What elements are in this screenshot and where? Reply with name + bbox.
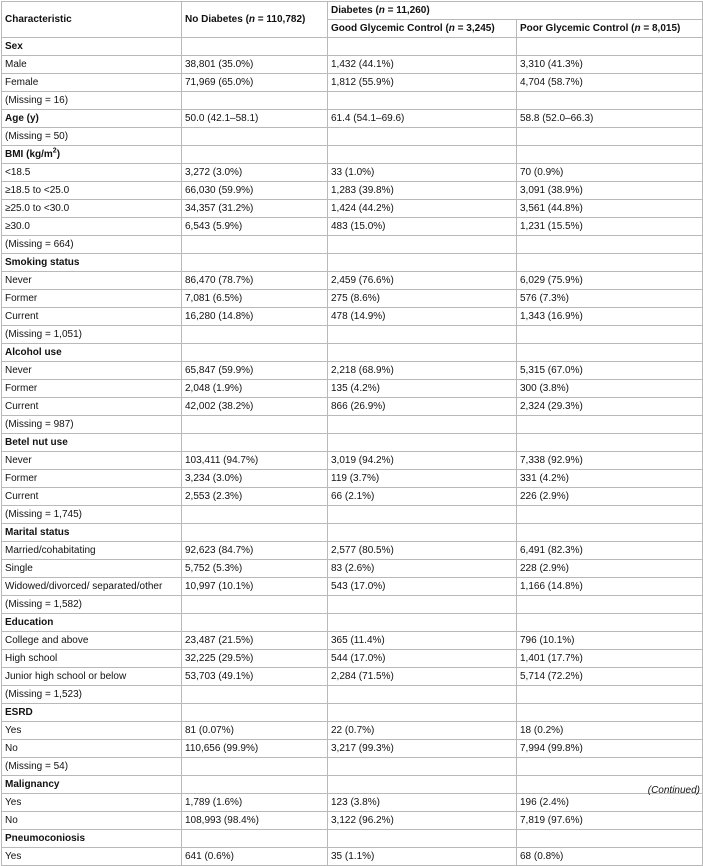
row-value: 123 (3.8%) xyxy=(328,794,517,812)
row-label: (Missing = 16) xyxy=(2,92,182,110)
row-value xyxy=(517,686,703,704)
table-row xyxy=(2,848,703,866)
row-value xyxy=(182,596,328,614)
row-value: 483 (15.0%) xyxy=(328,218,517,236)
section-row xyxy=(2,830,703,848)
row-value xyxy=(517,128,703,146)
table-row xyxy=(2,308,703,326)
row-value: 83 (2.6%) xyxy=(328,560,517,578)
row-value xyxy=(517,146,703,164)
row-value: 50.0 (42.1–58.1) xyxy=(182,110,328,128)
row-label: Never xyxy=(2,362,182,380)
row-value: 18 (0.2%) xyxy=(517,722,703,740)
row-label: (Missing = 987) xyxy=(2,416,182,434)
row-value: 6,543 (5.9%) xyxy=(182,218,328,236)
row-value xyxy=(328,38,517,56)
row-value xyxy=(182,326,328,344)
table-row xyxy=(2,578,703,596)
section-row xyxy=(2,704,703,722)
row-value: 866 (26.9%) xyxy=(328,398,517,416)
row-value: 33 (1.0%) xyxy=(328,164,517,182)
table-row xyxy=(2,362,703,380)
row-value: 478 (14.9%) xyxy=(328,308,517,326)
row-value: 5,315 (67.0%) xyxy=(517,362,703,380)
row-label: Male xyxy=(2,56,182,74)
section-row xyxy=(2,614,703,632)
row-value xyxy=(517,704,703,722)
row-label: Alcohol use xyxy=(2,344,182,362)
row-value: 3,091 (38.9%) xyxy=(517,182,703,200)
row-value: 196 (2.4%) xyxy=(517,794,703,812)
row-value: 71,969 (65.0%) xyxy=(182,74,328,92)
row-value xyxy=(182,236,328,254)
section-row xyxy=(2,344,703,362)
row-value: 1,401 (17.7%) xyxy=(517,650,703,668)
row-value xyxy=(328,596,517,614)
row-value: 543 (17.0%) xyxy=(328,578,517,596)
row-label: Yes xyxy=(2,794,182,812)
row-value xyxy=(328,344,517,362)
table-row xyxy=(2,740,703,758)
section-row xyxy=(2,254,703,272)
section-row xyxy=(2,110,703,128)
row-label: ≥18.5 to <25.0 xyxy=(2,182,182,200)
row-value: 110,656 (99.9%) xyxy=(182,740,328,758)
row-value xyxy=(517,614,703,632)
header-good-glycemic: Good Glycemic Control (n = 3,245) xyxy=(328,20,517,38)
row-value: 2,048 (1.9%) xyxy=(182,380,328,398)
row-label: Married/cohabitating xyxy=(2,542,182,560)
row-value: 2,324 (29.3%) xyxy=(517,398,703,416)
table-row xyxy=(2,542,703,560)
row-value xyxy=(517,596,703,614)
row-value xyxy=(182,524,328,542)
row-label: Single xyxy=(2,560,182,578)
row-label: Current xyxy=(2,308,182,326)
row-value: 365 (11.4%) xyxy=(328,632,517,650)
row-value xyxy=(328,146,517,164)
table-row xyxy=(2,488,703,506)
row-value: 7,338 (92.9%) xyxy=(517,452,703,470)
row-value: 1,283 (39.8%) xyxy=(328,182,517,200)
row-value xyxy=(328,758,517,776)
row-label: Smoking status xyxy=(2,254,182,272)
row-value: 226 (2.9%) xyxy=(517,488,703,506)
row-value xyxy=(182,614,328,632)
row-value xyxy=(328,92,517,110)
row-value xyxy=(182,146,328,164)
table-row xyxy=(2,272,703,290)
header-characteristic: Characteristic xyxy=(2,2,182,38)
row-value: 3,234 (3.0%) xyxy=(182,470,328,488)
row-label: ≥25.0 to <30.0 xyxy=(2,200,182,218)
row-value: 42,002 (38.2%) xyxy=(182,398,328,416)
row-value xyxy=(182,254,328,272)
row-label: (Missing = 1,582) xyxy=(2,596,182,614)
section-row xyxy=(2,776,703,794)
row-value: 6,491 (82.3%) xyxy=(517,542,703,560)
row-value xyxy=(517,326,703,344)
row-label: Education xyxy=(2,614,182,632)
row-label: No xyxy=(2,740,182,758)
row-value: 16,280 (14.8%) xyxy=(182,308,328,326)
row-value xyxy=(517,434,703,452)
row-value xyxy=(328,524,517,542)
table-body xyxy=(2,38,703,866)
header-no-diabetes: No Diabetes (n = 110,782) xyxy=(182,2,328,38)
row-value: 22 (0.7%) xyxy=(328,722,517,740)
row-value xyxy=(517,416,703,434)
row-value xyxy=(517,830,703,848)
row-label: ≥30.0 xyxy=(2,218,182,236)
row-value xyxy=(182,776,328,794)
row-label: (Missing = 1,523) xyxy=(2,686,182,704)
row-value xyxy=(328,128,517,146)
row-value: 81 (0.07%) xyxy=(182,722,328,740)
table-row xyxy=(2,812,703,830)
row-value xyxy=(182,38,328,56)
row-value xyxy=(328,236,517,254)
table-row xyxy=(2,398,703,416)
row-label: Marital status xyxy=(2,524,182,542)
row-value: 331 (4.2%) xyxy=(517,470,703,488)
row-value xyxy=(517,344,703,362)
table-row xyxy=(2,596,703,614)
row-label: Former xyxy=(2,470,182,488)
table-row xyxy=(2,794,703,812)
table-row xyxy=(2,470,703,488)
row-value: 3,310 (41.3%) xyxy=(517,56,703,74)
row-value: 3,122 (96.2%) xyxy=(328,812,517,830)
table-row xyxy=(2,452,703,470)
row-label: (Missing = 50) xyxy=(2,128,182,146)
row-value: 66,030 (59.9%) xyxy=(182,182,328,200)
row-value: 103,411 (94.7%) xyxy=(182,452,328,470)
row-value xyxy=(517,38,703,56)
section-row xyxy=(2,146,703,164)
row-value: 275 (8.6%) xyxy=(328,290,517,308)
section-row xyxy=(2,524,703,542)
table-row xyxy=(2,560,703,578)
table-row xyxy=(2,290,703,308)
row-value: 66 (2.1%) xyxy=(328,488,517,506)
row-value: 2,284 (71.5%) xyxy=(328,668,517,686)
row-value: 641 (0.6%) xyxy=(182,848,328,866)
row-value xyxy=(328,506,517,524)
row-value xyxy=(517,236,703,254)
table-row xyxy=(2,668,703,686)
table-row xyxy=(2,650,703,668)
row-value: 32,225 (29.5%) xyxy=(182,650,328,668)
row-value: 35 (1.1%) xyxy=(328,848,517,866)
row-value: 576 (7.3%) xyxy=(517,290,703,308)
section-row xyxy=(2,434,703,452)
row-value: 5,752 (5.3%) xyxy=(182,560,328,578)
row-value xyxy=(328,776,517,794)
table-row xyxy=(2,326,703,344)
row-value: 1,789 (1.6%) xyxy=(182,794,328,812)
row-value xyxy=(517,758,703,776)
row-value: 1,343 (16.9%) xyxy=(517,308,703,326)
row-value: 119 (3.7%) xyxy=(328,470,517,488)
row-value: 92,623 (84.7%) xyxy=(182,542,328,560)
row-value: 1,424 (44.2%) xyxy=(328,200,517,218)
row-value: 34,357 (31.2%) xyxy=(182,200,328,218)
row-label: Pneumoconiosis xyxy=(2,830,182,848)
row-value: 7,994 (99.8%) xyxy=(517,740,703,758)
row-label: ESRD xyxy=(2,704,182,722)
row-value xyxy=(182,416,328,434)
row-value: 2,218 (68.9%) xyxy=(328,362,517,380)
row-label: College and above xyxy=(2,632,182,650)
row-value xyxy=(517,524,703,542)
table-row xyxy=(2,380,703,398)
row-label: Never xyxy=(2,272,182,290)
table-row xyxy=(2,56,703,74)
table-row xyxy=(2,218,703,236)
row-value xyxy=(182,758,328,776)
row-value: 61.4 (54.1–69.6) xyxy=(328,110,517,128)
row-value: 7,819 (97.6%) xyxy=(517,812,703,830)
row-label: Widowed/divorced/ separated/other xyxy=(2,578,182,596)
table-row xyxy=(2,632,703,650)
row-value: 3,272 (3.0%) xyxy=(182,164,328,182)
row-value: 2,553 (2.3%) xyxy=(182,488,328,506)
row-value: 4,704 (58.7%) xyxy=(517,74,703,92)
row-value: 135 (4.2%) xyxy=(328,380,517,398)
header-poor-glycemic: Poor Glycemic Control (n = 8,015) xyxy=(517,20,703,38)
row-value xyxy=(328,416,517,434)
table-row xyxy=(2,722,703,740)
table-row xyxy=(2,128,703,146)
table-row xyxy=(2,92,703,110)
row-label: <18.5 xyxy=(2,164,182,182)
row-value xyxy=(328,686,517,704)
row-value: 58.8 (52.0–66.3) xyxy=(517,110,703,128)
row-value xyxy=(182,344,328,362)
row-value: 108,993 (98.4%) xyxy=(182,812,328,830)
table-row xyxy=(2,416,703,434)
row-value xyxy=(182,830,328,848)
row-label: Former xyxy=(2,290,182,308)
row-value: 1,166 (14.8%) xyxy=(517,578,703,596)
row-value xyxy=(517,254,703,272)
row-label: (Missing = 664) xyxy=(2,236,182,254)
row-value xyxy=(328,254,517,272)
row-label: High school xyxy=(2,650,182,668)
row-value: 70 (0.9%) xyxy=(517,164,703,182)
row-label: Never xyxy=(2,452,182,470)
row-value xyxy=(182,128,328,146)
row-label: Current xyxy=(2,488,182,506)
row-value: 10,997 (10.1%) xyxy=(182,578,328,596)
row-value: 7,081 (6.5%) xyxy=(182,290,328,308)
continued-note: (Continued) xyxy=(647,785,700,796)
row-value: 228 (2.9%) xyxy=(517,560,703,578)
row-value: 2,459 (76.6%) xyxy=(328,272,517,290)
row-label: Sex xyxy=(2,38,182,56)
row-label: Betel nut use xyxy=(2,434,182,452)
row-value: 3,561 (44.8%) xyxy=(517,200,703,218)
row-value: 5,714 (72.2%) xyxy=(517,668,703,686)
row-label: Yes xyxy=(2,848,182,866)
row-value xyxy=(182,686,328,704)
row-value xyxy=(328,704,517,722)
row-value: 65,847 (59.9%) xyxy=(182,362,328,380)
row-label: Current xyxy=(2,398,182,416)
row-value xyxy=(328,326,517,344)
row-value: 86,470 (78.7%) xyxy=(182,272,328,290)
row-value xyxy=(182,92,328,110)
table-row xyxy=(2,236,703,254)
row-value: 53,703 (49.1%) xyxy=(182,668,328,686)
characteristics-table xyxy=(1,1,703,866)
row-value xyxy=(182,506,328,524)
row-value xyxy=(182,704,328,722)
row-label: No xyxy=(2,812,182,830)
row-label: Malignancy xyxy=(2,776,182,794)
row-label: Age (y) xyxy=(2,110,182,128)
table-row xyxy=(2,200,703,218)
row-value: 3,217 (99.3%) xyxy=(328,740,517,758)
header-diabetes: Diabetes (n = 11,260) xyxy=(328,2,703,20)
row-value: 38,801 (35.0%) xyxy=(182,56,328,74)
row-value xyxy=(517,506,703,524)
row-value: 1,812 (55.9%) xyxy=(328,74,517,92)
row-value: 1,231 (15.5%) xyxy=(517,218,703,236)
row-value xyxy=(328,434,517,452)
row-label: Junior high school or below xyxy=(2,668,182,686)
table-row xyxy=(2,686,703,704)
row-label: Former xyxy=(2,380,182,398)
row-value: 1,432 (44.1%) xyxy=(328,56,517,74)
row-value: 2,577 (80.5%) xyxy=(328,542,517,560)
row-label: (Missing = 54) xyxy=(2,758,182,776)
row-value: 300 (3.8%) xyxy=(517,380,703,398)
table-row xyxy=(2,164,703,182)
row-label: (Missing = 1,745) xyxy=(2,506,182,524)
table-row xyxy=(2,182,703,200)
row-label: (Missing = 1,051) xyxy=(2,326,182,344)
header-row-1 xyxy=(2,2,703,20)
row-value xyxy=(328,830,517,848)
row-label: BMI $(kg/m^2)$ xyxy=(2,146,182,164)
table-row xyxy=(2,506,703,524)
row-value xyxy=(182,434,328,452)
row-value: 6,029 (75.9%) xyxy=(517,272,703,290)
row-value: 796 (10.1%) xyxy=(517,632,703,650)
row-value xyxy=(517,92,703,110)
row-value: 3,019 (94.2%) xyxy=(328,452,517,470)
row-value: 68 (0.8%) xyxy=(517,848,703,866)
row-value: 23,487 (21.5%) xyxy=(182,632,328,650)
table-row xyxy=(2,758,703,776)
row-value: 544 (17.0%) xyxy=(328,650,517,668)
table-row xyxy=(2,74,703,92)
section-row xyxy=(2,38,703,56)
row-label: Yes xyxy=(2,722,182,740)
row-label: Female xyxy=(2,74,182,92)
row-value xyxy=(328,614,517,632)
